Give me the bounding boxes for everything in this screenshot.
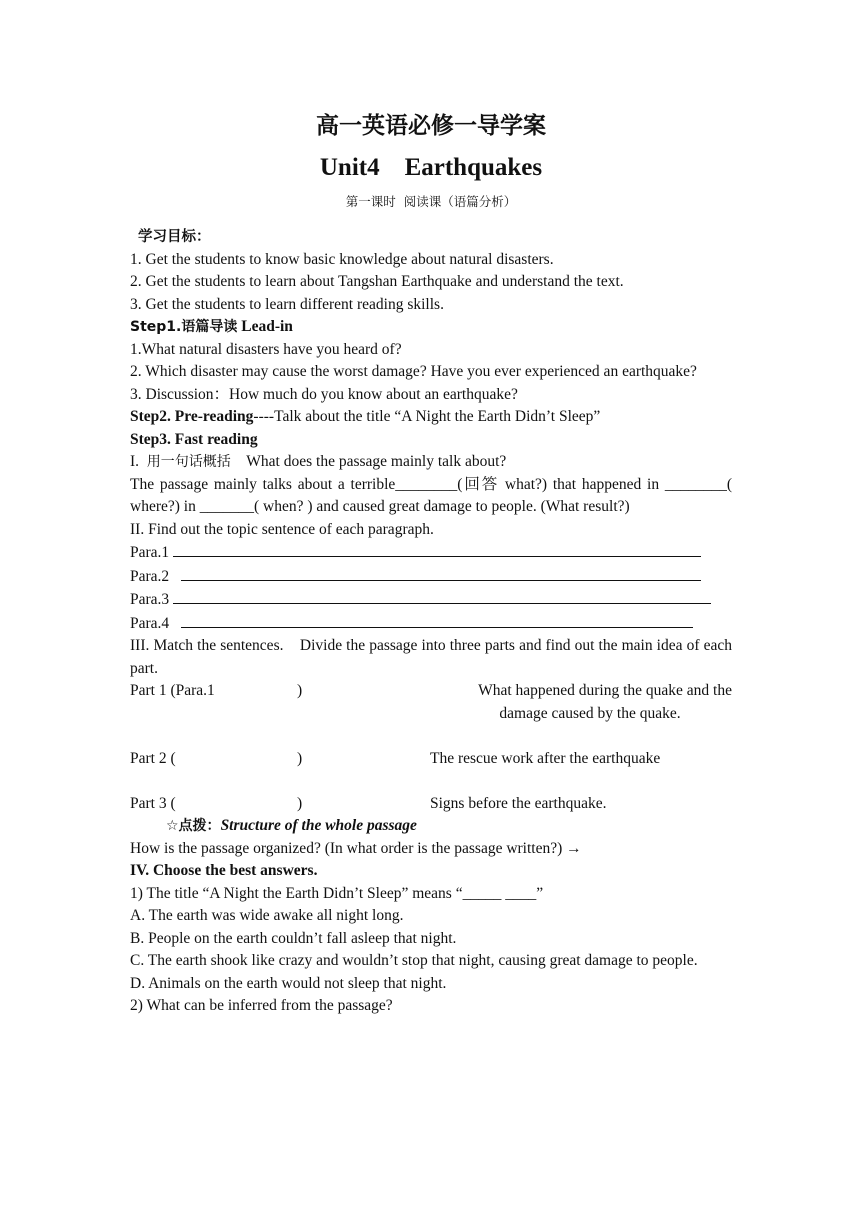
goal-item-3: 3. Get the students to learn different reading skills.: [130, 295, 444, 313]
step2-heading: Step2. Pre-reading: [130, 408, 254, 425]
part1-question: What does the passage mainly talk about?: [230, 453, 507, 470]
mc-option-a: A. The earth was wide awake all night long.: [130, 907, 404, 924]
step3-part1-line: [130, 451, 732, 474]
goals-heading: 学习目标：: [138, 229, 211, 245]
lesson-subtitle: 第一课时 阅读课（语篇分析）: [345, 194, 517, 209]
para-1-line: [130, 541, 732, 565]
match-part3-paren: ): [297, 794, 303, 812]
step2-line: [130, 406, 732, 429]
match-option-2: The rescue work after the earthquake: [430, 749, 661, 767]
step2-text: ----Talk about the title “A Night the Earth Didn’t Sleep”: [253, 408, 601, 425]
step1-heading: [130, 316, 732, 339]
step1-question-2: 2. Which disaster may cause the worst damage? Have you ever experienced an earthquake?: [130, 363, 697, 380]
hint-text: Structure of the whole passage: [220, 817, 417, 834]
step3-part3: III. Match the sentences. Divide the passage into three parts and find out the main idea of each part.: [130, 637, 736, 677]
match-row-3: [130, 793, 732, 816]
match-option-3: Signs before the earthquake.: [430, 794, 607, 812]
match-row-1: [130, 680, 732, 725]
para-2-line: [130, 565, 732, 589]
match-option-1-line2: damage caused by the quake.: [499, 704, 681, 722]
page-title-unit: Unit4 Earthquakes: [319, 154, 543, 181]
part4-heading: IV. Choose the best answers.: [130, 862, 318, 879]
para-2-label: Para.2: [130, 567, 181, 585]
part1-roman: I.: [130, 453, 147, 470]
mc-question-1: 1) The title “A Night the Earth Didn’t Sleep” means “_____ ____”: [130, 884, 544, 902]
mc-option-d: D. Animals on the earth would not sleep that night.: [130, 974, 447, 992]
mc-option-c: C. The earth shook like crazy and wouldn’t stop that night, causing great damage to people.: [130, 952, 698, 969]
summary-fill-in: The passage mainly talks about a terrible________(回答 what?) that happened in ________( where?) in _______( when? ) and caused great damage to people. (What result?): [130, 475, 732, 515]
step3-heading: Step3. Fast reading: [130, 430, 258, 448]
para-1-blank[interactable]: [173, 541, 701, 557]
step3-part2: II. Find out the topic sentence of each paragraph.: [130, 520, 434, 538]
organization-question: How is the passage organized? (In what order is the passage written?) →: [130, 839, 582, 857]
mc-question-2: 2) What can be inferred from the passage?: [130, 997, 393, 1014]
step1-heading-cn: Step1.语篇导读: [130, 319, 238, 335]
page-title-chinese: 高一英语必修一导学案: [316, 113, 546, 139]
para-4-blank[interactable]: [181, 612, 693, 628]
match-part2-paren: ): [297, 749, 303, 767]
worksheet-page: [130, 108, 736, 1018]
step1-question-1: 1.What natural disasters have you heard of?: [130, 340, 402, 358]
para-4-line: [130, 612, 732, 636]
match-option-1-line1: What happened during the quake and the: [478, 682, 732, 699]
step1-heading-en: Lead-in: [237, 318, 293, 335]
hint-label: ☆点拨：: [166, 818, 221, 834]
goal-item-1: 1. Get the students to know basic knowledge about natural disasters.: [130, 250, 554, 268]
para-3-label: Para.3: [130, 591, 174, 608]
mc-option-b: B. People on the earth couldn’t fall asleep that night.: [130, 929, 457, 947]
step1-question-3: 3. Discussion：How much do you know about an earthquake?: [130, 385, 518, 403]
para-4-label: Para.4: [130, 614, 181, 632]
match-row-2: [130, 748, 732, 771]
para-3-line: [130, 588, 732, 612]
para-3-blank[interactable]: [173, 588, 711, 604]
hint-line: [166, 815, 732, 838]
match-part1-paren: ): [297, 682, 303, 699]
para-1-label: Para.1: [130, 544, 174, 561]
match-part3-label: Part 3 (: [130, 794, 176, 812]
part1-cn-instruction: 用一句话概括: [146, 454, 231, 470]
match-part1-label: Part 1 (Para.1: [130, 682, 215, 699]
goal-item-2: 2. Get the students to learn about Tangshan Earthquake and understand the text.: [130, 273, 624, 290]
para-2-blank[interactable]: [181, 565, 701, 581]
match-part2-label: Part 2 (: [130, 749, 176, 767]
